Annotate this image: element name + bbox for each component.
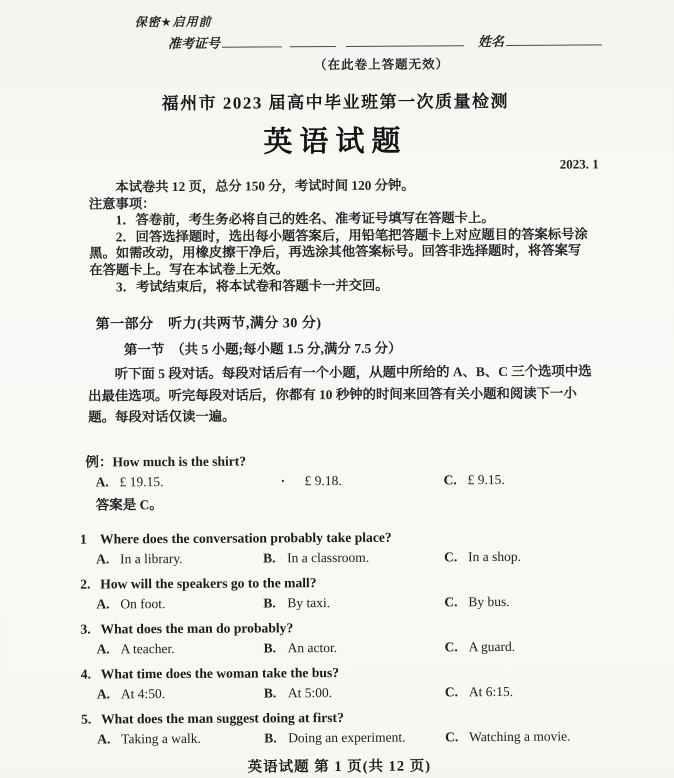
- exam-overview: 本试卷共 12 页，总分 150 分，考试时间 120 分钟。: [115, 177, 415, 195]
- question-3-option-a: [97, 640, 264, 657]
- question-2-option-b: [263, 594, 444, 611]
- option-text: On foot.: [120, 595, 166, 611]
- question-2-options: [1, 593, 674, 613]
- notice-item-3: 3．考试结束后，将本试卷和答题卡一并交回。: [115, 277, 389, 294]
- example-question: 例：How much is the shirt?: [85, 453, 247, 470]
- part1-section1-heading: 第一节 （共 5 小题;每小题 1.5 分,满分 7.5 分）: [123, 340, 402, 358]
- option-text: Taking a walk.: [121, 730, 201, 746]
- example-answer: 答案是 C。: [95, 496, 163, 513]
- question-number: 4.: [80, 666, 92, 682]
- question-3-text: [1, 618, 674, 638]
- option-label: B.: [264, 730, 277, 746]
- question-2-text: [1, 573, 674, 593]
- question-2-option-c: [444, 593, 674, 610]
- question-1-text: [1, 528, 674, 548]
- question-4-option-a: [97, 685, 264, 702]
- question-stem: How will the speakers go to the mall?: [100, 574, 317, 592]
- option-text: At 5:00.: [287, 684, 333, 700]
- notice-block: [89, 176, 590, 295]
- option-text: In a library.: [120, 550, 183, 566]
- exam-title: 福州市 2023 届高中毕业班第一次质量检测: [161, 91, 510, 114]
- question-1-option-a: [96, 550, 263, 567]
- name-label: 姓名: [477, 33, 504, 50]
- page-footer: 英语试题 第 1 页(共 12 页): [247, 758, 432, 776]
- option-text: £ 9.15.: [467, 471, 505, 487]
- question-1: [1, 528, 674, 568]
- notice-heading: 注意事项：: [88, 195, 156, 212]
- question-number: 5.: [80, 711, 92, 727]
- option-text: A teacher.: [120, 640, 175, 656]
- question-4-text: [2, 663, 674, 683]
- option-label: A.: [96, 686, 111, 702]
- option-text: At 6:15.: [468, 683, 514, 699]
- part1-section1-instructions: 听下面 5 段对话。每段对话后有一个小题，从题中所给的 A、B、C 三个选项中选出最佳选项。听完每段对话后，你都有 10 秒钟的时间来回答有关小题和阅读下一小题。每段对话仅读一遍。: [88, 363, 592, 425]
- part1-listening-section: [0, 310, 674, 429]
- blank-line: [346, 33, 464, 47]
- question-3-option-b: [264, 639, 445, 656]
- option-text: In a shop.: [468, 548, 521, 564]
- notice-item-1: 1．答卷前，考生务必将自己的姓名、准考证号填写在答题卡上。: [115, 210, 495, 228]
- question-5-option-a: [97, 730, 264, 747]
- option-text: £ 9.18.: [304, 472, 342, 488]
- option-label: B.: [263, 550, 276, 566]
- question-2: [1, 573, 674, 613]
- example-options-row: [1, 471, 674, 491]
- question-4-option-b: [264, 684, 445, 701]
- question-list: [1, 528, 674, 748]
- option-text: By taxi.: [287, 594, 331, 610]
- option-label: B.: [263, 685, 277, 701]
- option-text: Watching a movie.: [469, 728, 571, 744]
- question-5-option-c: [445, 728, 674, 745]
- option-label: B.: [263, 640, 277, 656]
- question-number: 3.: [80, 621, 91, 637]
- exam-date: 2023. 1: [559, 156, 599, 172]
- question-2-option-a: [96, 595, 263, 612]
- notice-item-2: 2．回答选择题时，选出每小题答案后，用铅笔把答题卡上对应题目的答案标号涂黑。如需改动，用橡皮擦干净后，再选涂其他答案标号。回答非选择题时，将答案写在答题卡上。写在本试卷上无效。: [89, 226, 588, 278]
- option-text: By bus.: [468, 593, 510, 609]
- blank-line: [222, 34, 282, 47]
- question-4-option-c: [445, 683, 674, 700]
- example-option-c: [444, 471, 674, 488]
- question-1-option-b: [263, 549, 444, 566]
- blank-line: [290, 34, 336, 47]
- option-label: A.: [96, 551, 110, 567]
- example-option-a: [96, 473, 281, 490]
- question-stem: What does the man suggest doing at first?: [100, 709, 344, 727]
- option-text: A guard.: [468, 638, 516, 654]
- question-3-options: [2, 638, 674, 658]
- part1-heading: 第一部分 听力(共两节,满分 30 分): [95, 316, 322, 333]
- option-label: C.: [443, 471, 457, 488]
- question-number: 1: [79, 531, 87, 547]
- option-label: C.: [444, 593, 458, 610]
- option-text: Doing an experiment.: [288, 729, 406, 745]
- option-label: A.: [96, 596, 110, 612]
- option-text: An actor.: [287, 639, 338, 655]
- question-5-text: [2, 708, 674, 728]
- option-label: C.: [444, 683, 459, 700]
- example-block: [0, 447, 674, 514]
- question-1-option-c: [444, 548, 674, 565]
- invalid-answer-note: （在此卷上答题无效）: [314, 57, 450, 73]
- option-text: £ 19.15.: [119, 473, 164, 489]
- option-label: C.: [444, 638, 458, 655]
- question-stem: What time does the woman take the bus?: [100, 664, 340, 682]
- question-number: 2.: [80, 576, 91, 592]
- question-stem: What does the man do probably?: [100, 619, 294, 637]
- question-4: [2, 663, 674, 703]
- question-3-option-c: [445, 638, 674, 655]
- question-4-options: [2, 683, 674, 703]
- blank-line: [506, 32, 602, 46]
- option-label: ·: [280, 472, 286, 489]
- option-text: In a classroom.: [287, 549, 370, 565]
- example-option-b: [281, 472, 444, 489]
- question-1-options: [1, 548, 674, 568]
- option-label: C.: [445, 728, 459, 745]
- question-5-option-b: [264, 729, 445, 746]
- candidate-info-line: [0, 27, 672, 53]
- option-text: At 4:50.: [120, 685, 166, 701]
- question-5-options: [2, 728, 674, 748]
- option-label: A.: [96, 641, 110, 657]
- exam-subject-title: 英语试题: [263, 125, 408, 159]
- security-classification-label: 保密★启用前: [134, 14, 212, 30]
- option-label: C.: [444, 548, 458, 565]
- option-label: B.: [263, 595, 276, 611]
- admission-number-label: 准考证号: [167, 35, 220, 52]
- question-5: [2, 708, 674, 748]
- question-stem: Where does the conversation probably take place?: [99, 529, 392, 547]
- question-3: [1, 618, 674, 658]
- option-label: A.: [97, 731, 111, 747]
- option-label: A.: [95, 474, 109, 490]
